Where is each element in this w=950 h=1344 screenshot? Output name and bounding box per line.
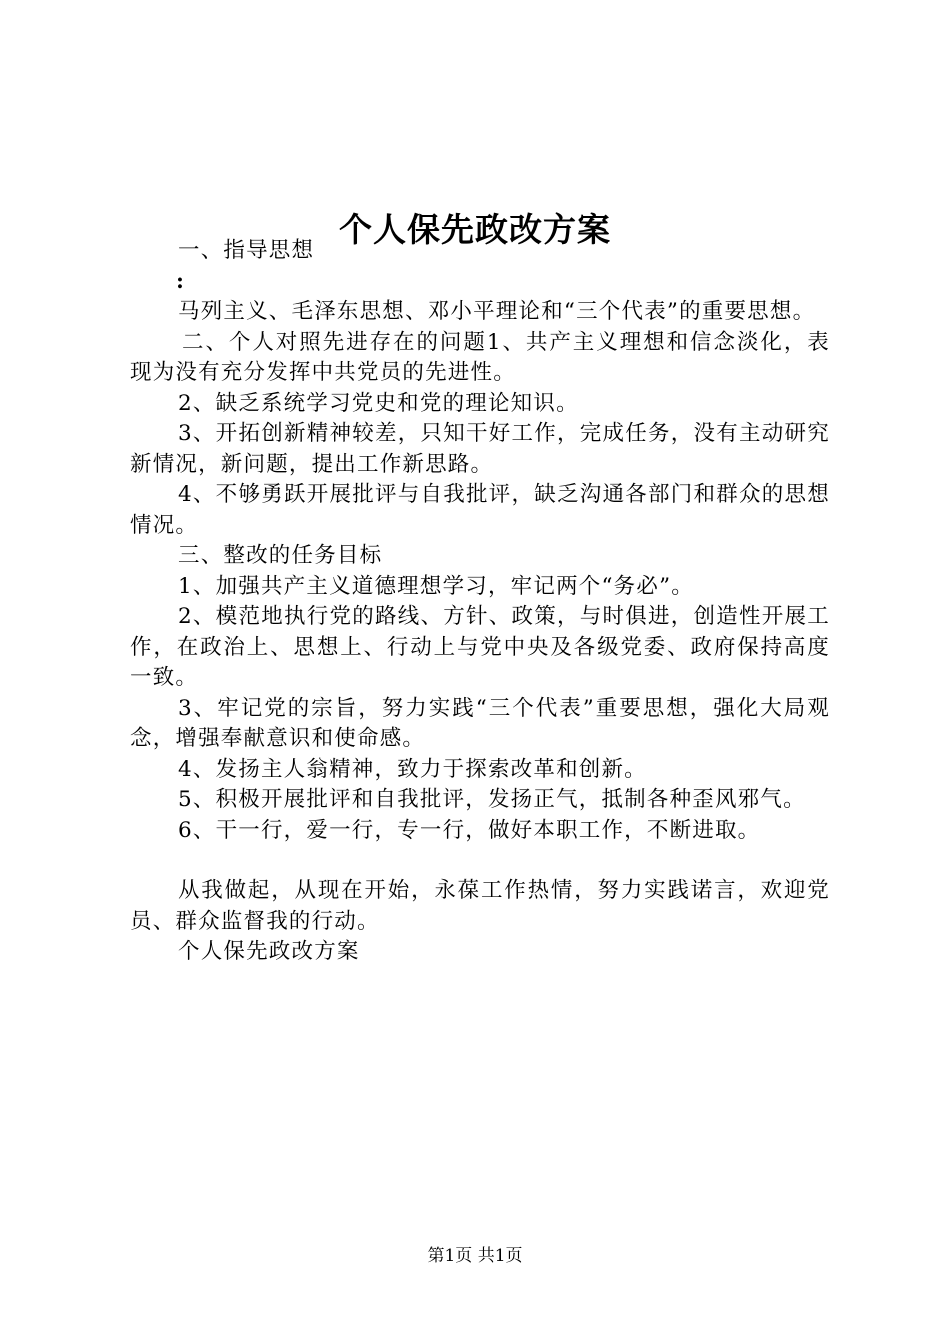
paragraph-goal-2: 2、模范地执行党的路线、方针、政策，与时俱进，创造性开展工作，在政治上、思想上、行动上与党中央及各级党委、政府保持高度一致。 [130, 604, 830, 690]
paragraph-guiding-content: 马列主义、毛泽东思想、邓小平理论和“三个代表”的重要思想。 [178, 299, 816, 324]
paragraph-goal-6: 6、干一行，爱一行，专一行，做好本职工作，不断进取。 [178, 817, 761, 843]
paragraph-goal-5: 5、积极开展批评和自我批评，发扬正气，抵制各种歪风邪气。 [178, 787, 806, 812]
paragraph-problems-2: 2、缺乏系统学习党史和党的理论知识。 [178, 390, 579, 416]
heading-rectification-goals: 三、整改的任务目标 [178, 543, 383, 568]
paragraph-goal-4: 4、发扬主人翁精神，致力于探索改革和创新。 [178, 756, 647, 782]
paragraph-closing: 从我做起，从现在开始，永葆工作热情，努力实践诺言，欢迎党员、群众监督我的行动。 [130, 878, 830, 934]
paragraph-goal-3: 3、牢记党的宗旨，努力实践“三个代表”重要思想，强化大局观念，增强奉献意识和使命感。 [130, 695, 830, 751]
document-body [130, 236, 830, 968]
paragraph-problems-1: 二、个人对照先进存在的问题1、共产主义理想和信念淡化，表现为没有充分发挥中共党员的先进性。 [130, 329, 830, 385]
paragraph-goal-1: 1、加强共产主义道德理想学习，牢记两个“务必”。 [178, 573, 694, 599]
heading-guiding-thought: 一、指导思想 [178, 238, 315, 263]
paragraph-problems-4: 4、不够勇跃开展批评与自我批评，缺乏沟通各部门和群众的思想情况。 [130, 482, 830, 538]
paragraph-repeated-title: 个人保先政改方案 [178, 939, 360, 964]
document-title: 个人保先政改方案 [339, 210, 611, 250]
page-footer: 第1页 共1页 [427, 1246, 523, 1266]
colon-line: : [176, 268, 186, 294]
paragraph-problems-3: 3、开拓创新精神较差，只知干好工作，完成任务，没有主动研究新情况，新问题，提出工作新思路。 [130, 421, 830, 477]
